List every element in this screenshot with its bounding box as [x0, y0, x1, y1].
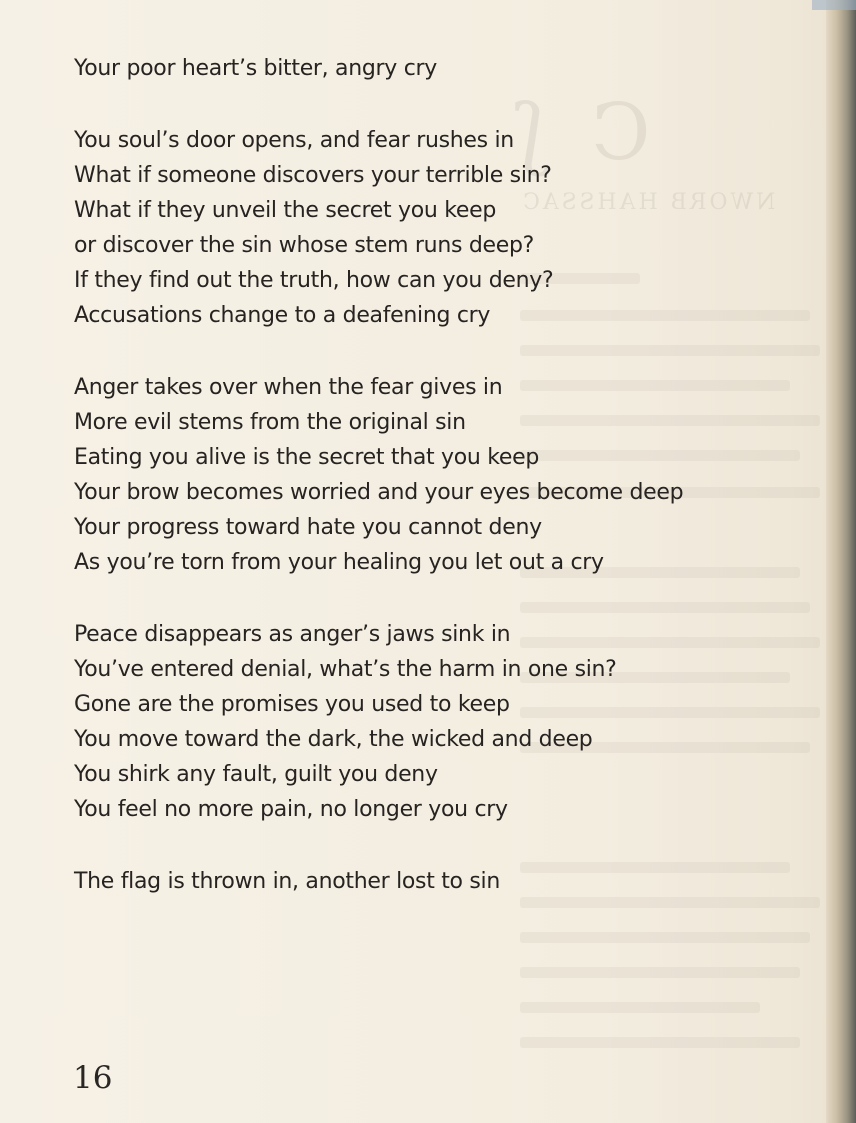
poem-line: Peace disappears as anger’s jaws sink in: [74, 622, 511, 647]
show-through-line: [520, 1037, 800, 1048]
stanza-break: [74, 580, 804, 617]
poem-line: If they find out the truth, how can you deny?: [74, 268, 554, 293]
show-through-line: [520, 967, 800, 978]
stanza-break: [74, 333, 804, 370]
poem-line: Gone are the promises you used to keep: [74, 692, 510, 717]
stanza-break: [74, 827, 804, 864]
poem-line: or discover the sin whose stem runs deep?: [74, 233, 534, 258]
page-edge-shadow: [826, 0, 856, 1123]
show-through-line: [520, 1002, 760, 1013]
poem-line: Your brow becomes worried and your eyes become deep: [74, 480, 684, 505]
poem-line: What if they unveil the secret you keep: [74, 198, 497, 223]
show-through-author: NWORB HAHSSAC: [520, 190, 776, 215]
poem: [74, 51, 804, 899]
poem-line: Your poor heart’s bitter, angry cry: [74, 56, 437, 81]
poem-line: You move toward the dark, the wicked and deep: [74, 727, 593, 752]
poem-line: You shirk any fault, guilt you deny: [74, 762, 438, 787]
show-through-line: [520, 932, 810, 943]
stanza-break: [74, 86, 804, 123]
poem-line: More evil stems from the original sin: [74, 410, 466, 435]
page-edge-tab: [812, 0, 856, 10]
poem-line: Your progress toward hate you cannot deny: [74, 515, 542, 540]
show-through-title: C ʃ: [520, 88, 651, 178]
poem-line: Anger takes over when the fear gives in: [74, 375, 503, 400]
poem-line: As you’re torn from your healing you let out a cry: [74, 550, 604, 575]
poem-line: You feel no more pain, no longer you cry: [74, 797, 508, 822]
poem-line: What if someone discovers your terrible sin?: [74, 163, 552, 188]
poem-line: You soul’s door opens, and fear rushes in: [74, 128, 514, 153]
poem-line: Accusations change to a deafening cry: [74, 303, 491, 328]
poem-line: You’ve entered denial, what’s the harm in one sin?: [74, 657, 617, 682]
poem-line: Eating you alive is the secret that you keep: [74, 445, 540, 470]
page-number: 16: [73, 1060, 113, 1096]
poem-line: The flag is thrown in, another lost to sin: [74, 869, 501, 894]
